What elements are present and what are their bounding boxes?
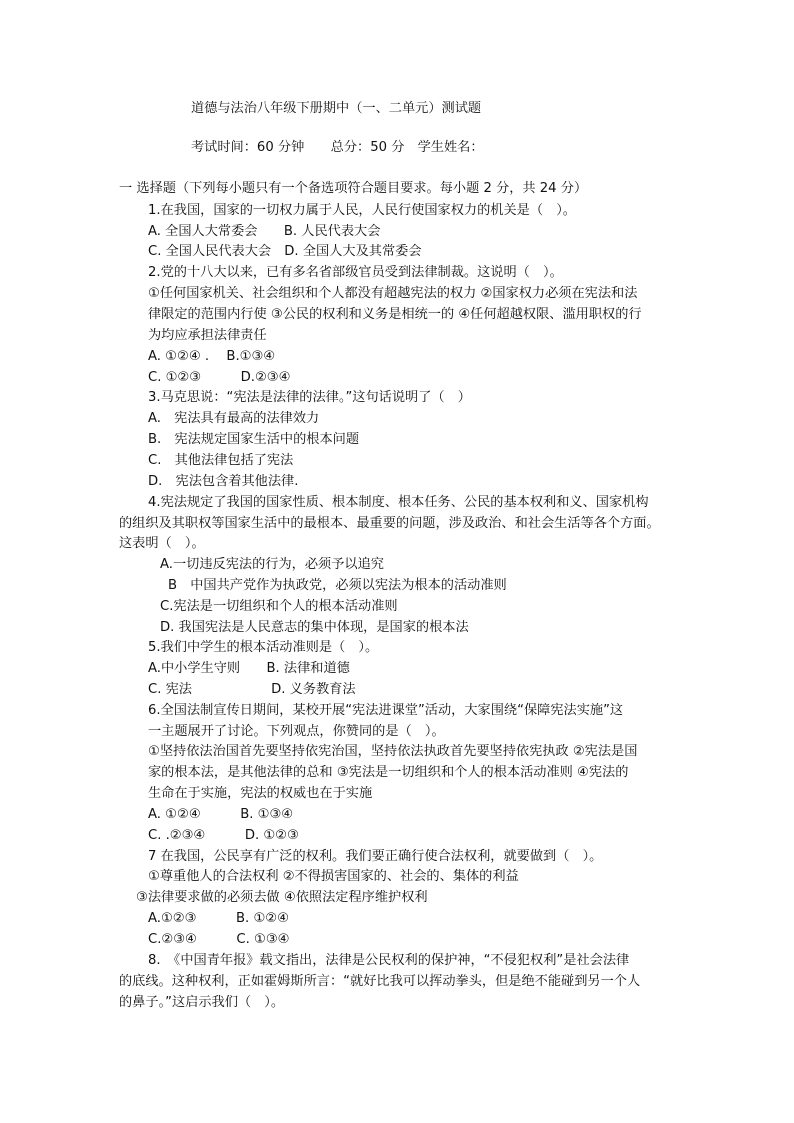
q1-options-cd: C. 全国人民代表大会 D. 全国人大及其常委会 <box>148 244 422 259</box>
q8-stem-line: 的底线。这种权利，正如霍姆斯所言：“就好比我可以挥动拳头，但是绝不能碰到另一个人 <box>119 974 641 989</box>
q4-option-d: D. 我国宪法是人民意志的集中体现，是国家的根本法 <box>160 620 469 635</box>
q8-stem-line: 8. 《中国青年报》载文指出，法律是公民权利的保护神，“不侵犯权利”是社会法律 <box>148 953 630 968</box>
q5-stem: 5.我们中学生的根本活动准则是（ ）。 <box>148 640 379 655</box>
q4-stem-line: 这表明（ ）。 <box>119 536 205 551</box>
q5-options-ab: A.中小学生守则 B. 法律和道德 <box>148 661 350 676</box>
q4-option-c: C.宪法是一切组织和个人的根本活动准则 <box>160 599 398 614</box>
q2-options-cd: C. ①②③ D.②③④ <box>148 370 291 385</box>
q1-options-ab: A. 全国人大常委会 B. 人民代表大会 <box>148 224 381 239</box>
q5-options-cd: C. 宪法 D. 义务教育法 <box>148 682 356 697</box>
q7-statement-line: ③法律要求做的必须去做 ④依照法定程序维护权利 <box>136 890 428 905</box>
q1-stem: 1.在我国，国家的一切权力属于人民，人民行使国家权力的机关是（ ）。 <box>148 203 576 218</box>
q3-option-c: C. 其他法律包括了宪法 <box>148 453 294 468</box>
q2-statement-line: ①任何国家机关、社会组织和个人都没有超越宪法的权力 ②国家权力必须在宪法和法 <box>148 286 638 301</box>
q2-statement-line: 律限定的范围内行使 ③公民的权利和义务是相统一的 ④任何超越权限、滥用职权的行 <box>148 307 642 322</box>
q3-option-b: B. 宪法规定国家生活中的根本问题 <box>148 432 360 447</box>
q4-option-a: A.一切违反宪法的行为，必须予以追究 <box>160 557 384 572</box>
q6-statement-line: 家的根本法，是其他法律的总和 ③宪法是一切组织和个人的根本活动准则 ④宪法的 <box>148 765 629 780</box>
q7-stem: 7 在我国，公民享有广泛的权利。我们要正确行使合法权利，就要做到（ ）。 <box>148 849 603 864</box>
q6-options-ab: A. ①②④ B. ①③④ <box>148 807 294 822</box>
exam-meta-line: 考试时间：60 分钟 总分：50 分 学生姓名： <box>191 140 484 155</box>
q7-options-ab: A.①②③ B. ①②④ <box>148 911 289 926</box>
q3-stem: 3.马克思说：“宪法是法律的法律。”这句话说明了（ ） <box>148 390 471 405</box>
q8-stem-line: 的鼻子。”这启示我们（ ）。 <box>119 995 285 1010</box>
q2-statement-line: 为均应承担法律责任 <box>148 328 267 343</box>
q4-stem-line: 的组织及其职权等国家生活中的最根本、最重要的问题，涉及政治、和社会生活等各个方面。 <box>119 516 660 531</box>
q6-stem-line: 6.全国法制宣传日期间，某校开展“宪法进课堂”活动，大家围绕“保障宪法实施”这 <box>148 703 624 718</box>
q4-stem-line: 4.宪法规定了我国的国家性质、根本制度、根本任务、公民的基本权利和义、国家机构 <box>148 495 649 510</box>
q2-stem: 2.党的十八大以来，已有多名省部级官员受到法律制裁。这说明（ ）。 <box>148 265 563 280</box>
q6-options-cd: C. .②③④ D. ①②③ <box>148 828 299 843</box>
q6-statement-line: 生命在于实施，宪法的权威也在于实施 <box>148 786 373 801</box>
q4-option-b: B 中国共产党作为执政党，必须以宪法为根本的活动准则 <box>168 578 507 593</box>
q7-statement-line: ①尊重他人的合法权利 ②不得损害国家的、社会的、集体的利益 <box>148 869 519 884</box>
q2-options-ab: A. ①②④ . B.①③④ <box>148 349 276 364</box>
q3-option-d: D. 宪法包含着其他法律. <box>148 474 299 489</box>
section-heading: 一 选择题（下列每小题只有一个备选项符合题目要求。每小题 2 分，共 24 分） <box>119 181 588 196</box>
q6-stem-line: 一主题展开了讨论。下列观点，你赞同的是（ ）。 <box>148 724 445 739</box>
q7-options-cd: C.②③④ C. ①③④ <box>148 932 290 947</box>
q3-option-a: A. 宪法具有最高的法律效力 <box>148 411 320 426</box>
q6-statement-line: ①坚持依法治国首先要坚持依宪治国，坚持依法执政首先要坚持依宪执政 ②宪法是国 <box>148 744 638 759</box>
exam-title: 道德与法治八年级下册期中（一、二单元）测试题 <box>191 101 482 116</box>
